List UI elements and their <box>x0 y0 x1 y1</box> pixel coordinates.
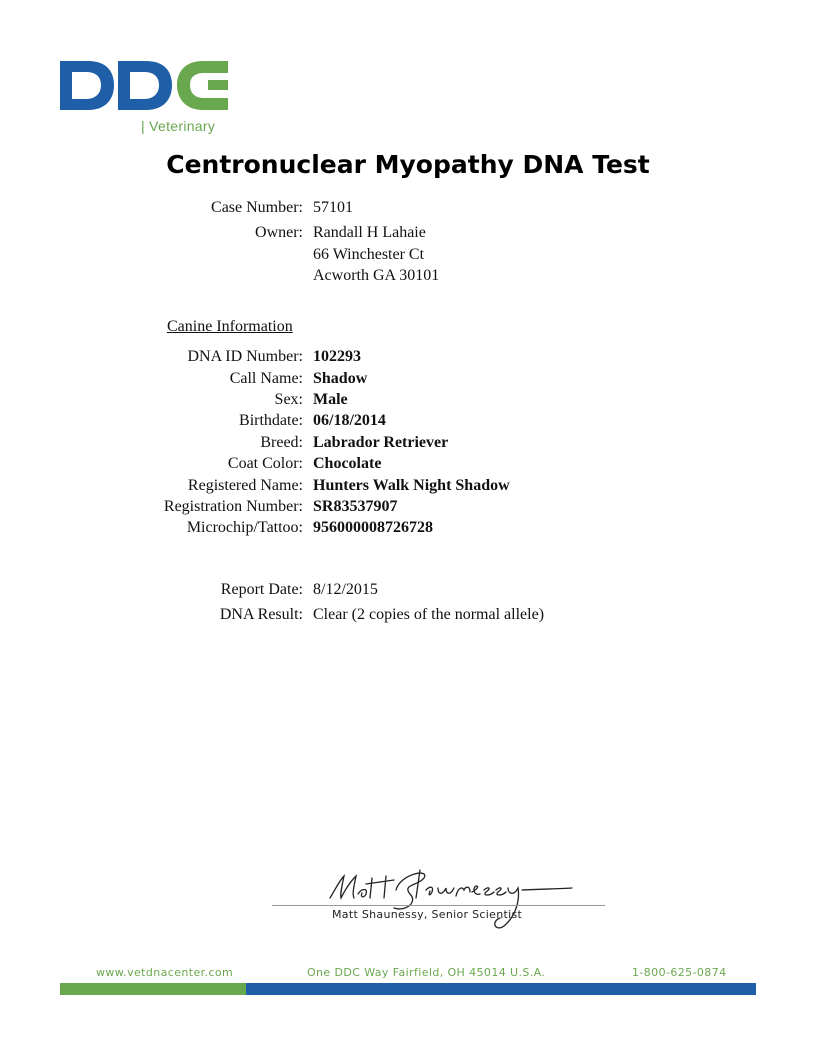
breed-label: Breed: <box>260 434 303 451</box>
page-title: Centronuclear Myopathy DNA Test <box>166 150 650 179</box>
dna-result-value: Clear (2 copies of the normal allele) <box>313 606 545 623</box>
ddc-logo-mark <box>58 58 233 118</box>
sex-label: Sex: <box>274 391 303 408</box>
owner-address-line-2: Acworth GA 30101 <box>313 267 440 284</box>
registered-name-label: Registered Name: <box>187 477 303 494</box>
registration-number-value: SR83537907 <box>313 498 398 515</box>
call-name-value: Shadow <box>313 370 368 387</box>
handwritten-signature <box>300 860 590 935</box>
footer-bar-blue <box>246 983 756 995</box>
report-date-value: 8/12/2015 <box>313 581 378 598</box>
signature-caption: Matt Shaunessy, Senior Scientist <box>332 908 523 921</box>
footer-phone: 1-800-625-0874 <box>632 966 727 979</box>
owner-label: Owner: <box>255 224 303 241</box>
footer-address: One DDC Way Fairfield, OH 45014 U.S.A. <box>307 966 546 979</box>
logo-veterinary-label: | Veterinary <box>141 118 216 134</box>
coat-color-value: Chocolate <box>313 455 382 472</box>
microchip-label: Microchip/Tattoo: <box>186 519 303 536</box>
coat-color-label: Coat Color: <box>227 455 303 472</box>
registration-number-label: Registration Number: <box>163 498 303 515</box>
registered-name-value: Hunters Walk Night Shadow <box>313 477 510 494</box>
birthdate-label: Birthdate: <box>239 412 303 429</box>
signature-image <box>300 860 590 935</box>
canine-information-heading: Canine Information <box>167 318 293 335</box>
breed-value: Labrador Retriever <box>313 434 449 451</box>
owner-address-line-1: 66 Winchester Ct <box>313 246 425 263</box>
footer-bar-green <box>60 983 246 995</box>
birthdate-value: 06/18/2014 <box>313 412 386 429</box>
dna-id-label: DNA ID Number: <box>187 348 303 365</box>
footer-website: www.vetdnacenter.com <box>96 966 234 979</box>
owner-name: Randall H Lahaie <box>313 224 426 241</box>
report-date-label: Report Date: <box>220 581 303 598</box>
microchip-value: 956000008726728 <box>313 519 433 536</box>
dna-id-value: 102293 <box>313 348 361 365</box>
case-number-value: 57101 <box>313 199 353 216</box>
dna-result-label: DNA Result: <box>219 606 303 623</box>
sex-value: Male <box>313 391 348 408</box>
call-name-label: Call Name: <box>229 370 303 387</box>
case-number-label: Case Number: <box>211 199 303 216</box>
signature-line <box>272 905 605 906</box>
